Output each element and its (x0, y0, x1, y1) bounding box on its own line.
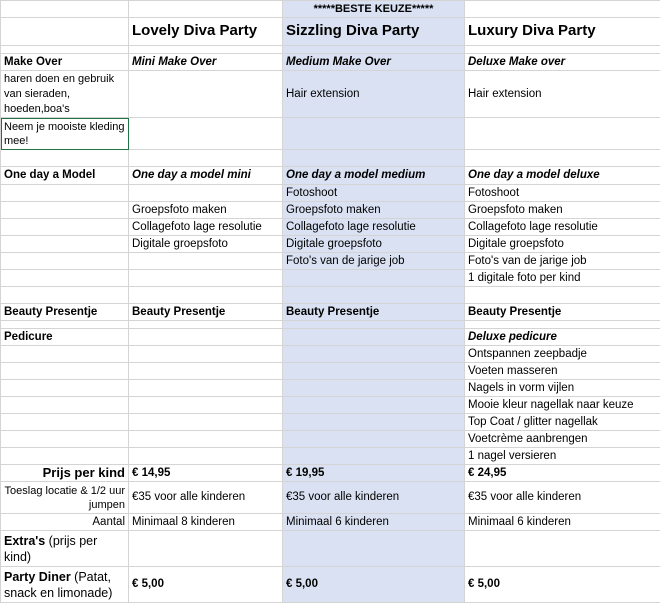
model-item-lovely[interactable]: Collagefoto lage resolutie (129, 219, 283, 236)
cell-blank[interactable] (129, 431, 283, 448)
cell-blank[interactable] (1, 185, 129, 202)
model-item-sizzling[interactable]: Digitale groepsfoto (283, 236, 465, 253)
beauty-luxury[interactable]: Beauty Presentje (465, 304, 660, 321)
cell-blank[interactable] (1, 236, 129, 253)
model-item-luxury[interactable]: Groepsfoto maken (465, 202, 660, 219)
cell-blank[interactable] (129, 329, 283, 346)
model-item-lovely[interactable] (129, 270, 283, 287)
cell-blank[interactable] (1, 414, 129, 431)
surcharge-luxury[interactable]: €35 voor alle kinderen (465, 482, 660, 514)
cell-blank[interactable] (283, 431, 465, 448)
diner-sizzling[interactable]: € 5,00 (283, 567, 465, 603)
cell-blank[interactable] (1, 46, 129, 54)
cell-blank[interactable] (465, 287, 660, 304)
header-lovely[interactable]: Lovely Diva Party (129, 18, 283, 46)
price-sizzling[interactable]: € 19,95 (283, 465, 465, 482)
model-item-luxury[interactable]: Fotoshoot (465, 185, 660, 202)
makeover-sizzling[interactable]: Medium Make Over (283, 54, 465, 71)
header-sizzling[interactable]: Sizzling Diva Party (283, 18, 465, 46)
beauty-lovely[interactable]: Beauty Presentje (129, 304, 283, 321)
cell-blank[interactable] (1, 287, 129, 304)
cell-d1[interactable] (465, 1, 660, 18)
model-item-sizzling[interactable] (283, 270, 465, 287)
price-luxury[interactable]: € 24,95 (465, 465, 660, 482)
diner-label[interactable] (1, 567, 129, 603)
cell-blank[interactable] (129, 531, 283, 567)
pedicure-item[interactable]: Ontspannen zeepbadje (465, 346, 660, 363)
hair-extension-luxury[interactable]: Hair extension (465, 71, 660, 118)
model-item-lovely[interactable] (129, 185, 283, 202)
model-label[interactable]: One day a Model (1, 167, 129, 185)
cell-blank[interactable] (1, 150, 129, 167)
cell-blank[interactable] (129, 380, 283, 397)
cell-blank[interactable] (465, 118, 660, 150)
model-luxury[interactable]: One day a model deluxe (465, 167, 660, 185)
cell-blank[interactable] (129, 118, 283, 150)
cell-blank[interactable] (129, 321, 283, 329)
cell-blank[interactable] (1, 346, 129, 363)
cell-blank[interactable] (283, 448, 465, 465)
count-sizzling[interactable]: Minimaal 6 kinderen (283, 514, 465, 531)
surcharge-label[interactable]: Toeslag locatie & 1/2 uur jumpen (1, 482, 129, 514)
model-sizzling[interactable]: One day a model medium (283, 167, 465, 185)
cell-blank[interactable] (283, 118, 465, 150)
model-item-lovely[interactable]: Digitale groepsfoto (129, 236, 283, 253)
cell-blank[interactable] (1, 363, 129, 380)
cell-blank[interactable] (1, 321, 129, 329)
beauty-label[interactable]: Beauty Presentje (1, 304, 129, 321)
cell-blank[interactable] (129, 150, 283, 167)
cell-blank[interactable] (129, 46, 283, 54)
cell-blank[interactable] (283, 397, 465, 414)
cell-a2[interactable] (1, 18, 129, 46)
pedicure-luxury[interactable]: Deluxe pedicure (465, 329, 660, 346)
count-label[interactable]: Aantal (1, 514, 129, 531)
header-luxury[interactable]: Luxury Diva Party (465, 18, 660, 46)
model-item-luxury[interactable]: Foto's van de jarige job (465, 253, 660, 270)
diner-label-note: (Patat, snack en limonade) (4, 570, 112, 600)
pedicure-label[interactable]: Pedicure (1, 329, 129, 346)
cell-a1[interactable] (1, 1, 129, 18)
cell-blank[interactable] (283, 531, 465, 567)
cell-blank[interactable] (283, 321, 465, 329)
cell-blank[interactable] (129, 397, 283, 414)
cell-b1[interactable] (129, 1, 283, 18)
surcharge-sizzling[interactable]: €35 voor alle kinderen (283, 482, 465, 514)
cell-blank[interactable] (1, 431, 129, 448)
cell-blank[interactable] (283, 46, 465, 54)
pedicure-item[interactable]: Voeten masseren (465, 363, 660, 380)
pedicure-item[interactable]: 1 nagel versieren (465, 448, 660, 465)
cell-blank[interactable] (129, 71, 283, 118)
count-lovely[interactable]: Minimaal 8 kinderen (129, 514, 283, 531)
cell-blank[interactable] (1, 253, 129, 270)
cell-blank[interactable] (283, 329, 465, 346)
model-item-sizzling[interactable]: Groepsfoto maken (283, 202, 465, 219)
cell-blank[interactable] (283, 380, 465, 397)
cell-blank[interactable] (283, 287, 465, 304)
extras-label-note: (prijs per kind) (4, 534, 97, 564)
extras-label-bold: Extra's (4, 534, 45, 548)
cell-blank[interactable] (129, 287, 283, 304)
price-lovely[interactable]: € 14,95 (129, 465, 283, 482)
model-item-sizzling[interactable]: Foto's van de jarige job (283, 253, 465, 270)
makeover-label[interactable]: Make Over (1, 54, 129, 71)
cell-blank[interactable] (1, 219, 129, 236)
model-lovely[interactable]: One day a model mini (129, 167, 283, 185)
model-item-lovely[interactable]: Groepsfoto maken (129, 202, 283, 219)
model-item-sizzling[interactable]: Fotoshoot (283, 185, 465, 202)
diner-lovely[interactable]: € 5,00 (129, 567, 283, 603)
cell-blank[interactable] (129, 363, 283, 380)
extras-label[interactable] (1, 531, 129, 567)
cell-blank[interactable] (283, 363, 465, 380)
cell-blank[interactable] (465, 531, 660, 567)
pedicure-item[interactable]: Mooie kleur nagellak naar keuze (465, 397, 660, 414)
diner-luxury[interactable]: € 5,00 (465, 567, 660, 603)
model-item-sizzling[interactable]: Collagefoto lage resolutie (283, 219, 465, 236)
price-label[interactable]: Prijs per kind (1, 465, 129, 482)
cell-blank[interactable] (129, 346, 283, 363)
cell-blank[interactable] (283, 346, 465, 363)
hair-extension-sizzling[interactable]: Hair extension (283, 71, 465, 118)
cell-blank[interactable] (465, 321, 660, 329)
pedicure-item[interactable]: Voetcrème aanbrengen (465, 431, 660, 448)
clothing-note[interactable]: Neem je mooiste kleding mee! (1, 118, 129, 150)
makeover-luxury[interactable]: Deluxe Make over (465, 54, 660, 71)
cell-blank[interactable] (1, 380, 129, 397)
cell-blank[interactable] (283, 414, 465, 431)
surcharge-lovely[interactable]: €35 voor alle kinderen (129, 482, 283, 514)
pedicure-item[interactable]: Top Coat / glitter nagellak (465, 414, 660, 431)
model-item-luxury[interactable]: Collagefoto lage resolutie (465, 219, 660, 236)
makeover-description[interactable]: haren doen en gebruik van sieraden, hoeden,boa's (1, 71, 129, 118)
makeover-lovely[interactable]: Mini Make Over (129, 54, 283, 71)
pedicure-item[interactable]: Nagels in vorm vijlen (465, 380, 660, 397)
model-item-luxury[interactable]: Digitale groepsfoto (465, 236, 660, 253)
cell-blank[interactable] (1, 202, 129, 219)
cell-blank[interactable] (1, 270, 129, 287)
best-choice-label[interactable]: *****BESTE KEUZE***** (283, 1, 465, 18)
beauty-sizzling[interactable]: Beauty Presentje (283, 304, 465, 321)
model-item-luxury[interactable]: 1 digitale foto per kind (465, 270, 660, 287)
model-item-lovely[interactable] (129, 253, 283, 270)
cell-blank[interactable] (129, 448, 283, 465)
cell-blank[interactable] (283, 150, 465, 167)
diner-label-bold: Party Diner (4, 570, 71, 584)
cell-blank[interactable] (129, 414, 283, 431)
cell-blank[interactable] (1, 448, 129, 465)
cell-blank[interactable] (465, 46, 660, 54)
count-luxury[interactable]: Minimaal 6 kinderen (465, 514, 660, 531)
cell-blank[interactable] (1, 397, 129, 414)
cell-blank[interactable] (465, 150, 660, 167)
